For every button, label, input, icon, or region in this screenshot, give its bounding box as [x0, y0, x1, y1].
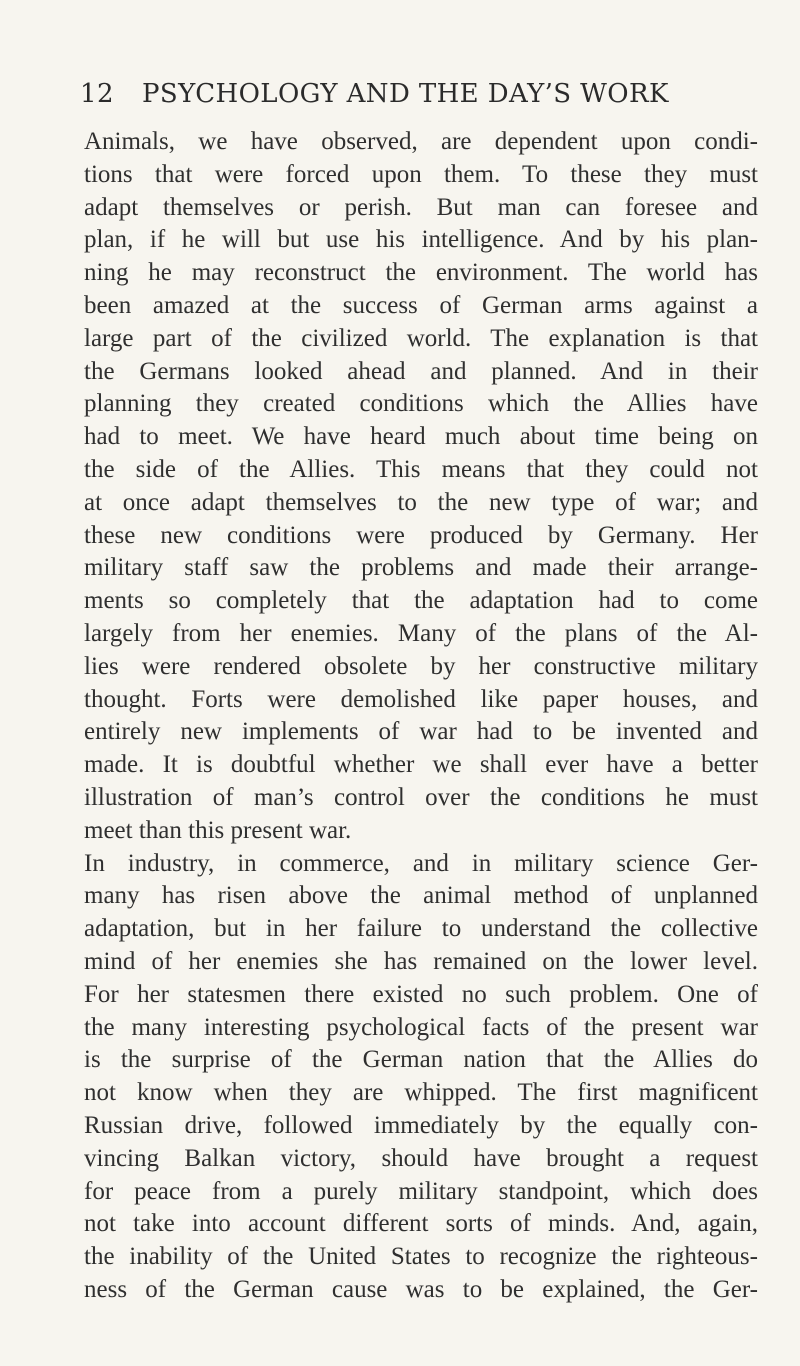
- text-line: the Germans looked ahead and planned. And in their: [84, 357, 758, 385]
- text-line: at once adapt themselves to the new type of war; and: [84, 488, 758, 516]
- text-line: adapt themselves or perish. But man can foresee and: [84, 193, 758, 221]
- text-line: illustration of man’s control over the conditions he must: [84, 783, 758, 811]
- text-line: lies were rendered obsolete by her constructive military: [84, 652, 758, 680]
- text-line: made. It is doubtful whether we shall ever have a better: [84, 751, 758, 779]
- text-line: Animals, we have observed, are dependent upon condi-: [84, 128, 758, 155]
- text-line: In industry, in commerce, and in military science Ger-: [84, 849, 758, 877]
- text-line: For her statesmen there existed no such problem. One of: [84, 980, 758, 1008]
- text-line: entirely new implements of war had to be invented and: [84, 718, 758, 746]
- text-line: meet than this present war.: [84, 816, 352, 844]
- text-line: mind of her enemies she has remained on the lower level.: [84, 947, 758, 975]
- body-text: [84, 126, 758, 1307]
- text-line: for peace from a purely military standpoint, which does: [84, 1177, 758, 1205]
- text-line: vincing Balkan victory, should have brought a request: [84, 1144, 758, 1172]
- text-line: plan, if he will but use his intelligence. And by his plan-: [84, 226, 758, 254]
- text-line: ness of the German cause was to be explained, the Ger-: [84, 1275, 758, 1303]
- text-line: many has risen above the animal method of unplanned: [84, 882, 758, 910]
- text-line: adaptation, but in her failure to understand the collective: [84, 915, 758, 943]
- text-line: planning they created conditions which the Allies have: [84, 390, 758, 418]
- text-line: the side of the Allies. This means that they could not: [84, 455, 758, 483]
- text-line: Russian drive, followed immediately by the equally con-: [84, 1111, 758, 1139]
- text-line: been amazed at the success of German arms against a: [84, 291, 758, 319]
- text-line: the inability of the United States to recognize the righteous-: [84, 1243, 758, 1271]
- text-line: ning he may reconstruct the environment. The world has: [84, 259, 758, 287]
- page-number: 12: [80, 79, 114, 109]
- text-line: ments so completely that the adaptation had to come: [84, 587, 758, 615]
- text-line: the many interesting psychological facts of the present war: [84, 1013, 758, 1041]
- text-line: had to meet. We have heard much about time being on: [84, 423, 758, 451]
- running-title: PSYCHOLOGY AND THE DAY’S WORK: [142, 79, 669, 109]
- text-line: these new conditions were produced by Germany. Her: [84, 521, 758, 549]
- running-head: [80, 74, 700, 114]
- text-line: largely from her enemies. Many of the plans of the Al-: [84, 619, 758, 647]
- text-line: not take into account different sorts of minds. And, again,: [84, 1210, 758, 1238]
- text-line: military staff saw the problems and made their arrange-: [84, 554, 758, 582]
- text-line: thought. Forts were demolished like paper houses, and: [84, 685, 758, 713]
- text-line: is the surprise of the German nation that the Allies do: [84, 1046, 758, 1074]
- text-line: tions that were forced upon them. To these they must: [84, 160, 758, 188]
- text-line: not know when they are whipped. The first magnificent: [84, 1079, 758, 1107]
- text-line: large part of the civilized world. The explanation is that: [84, 324, 758, 352]
